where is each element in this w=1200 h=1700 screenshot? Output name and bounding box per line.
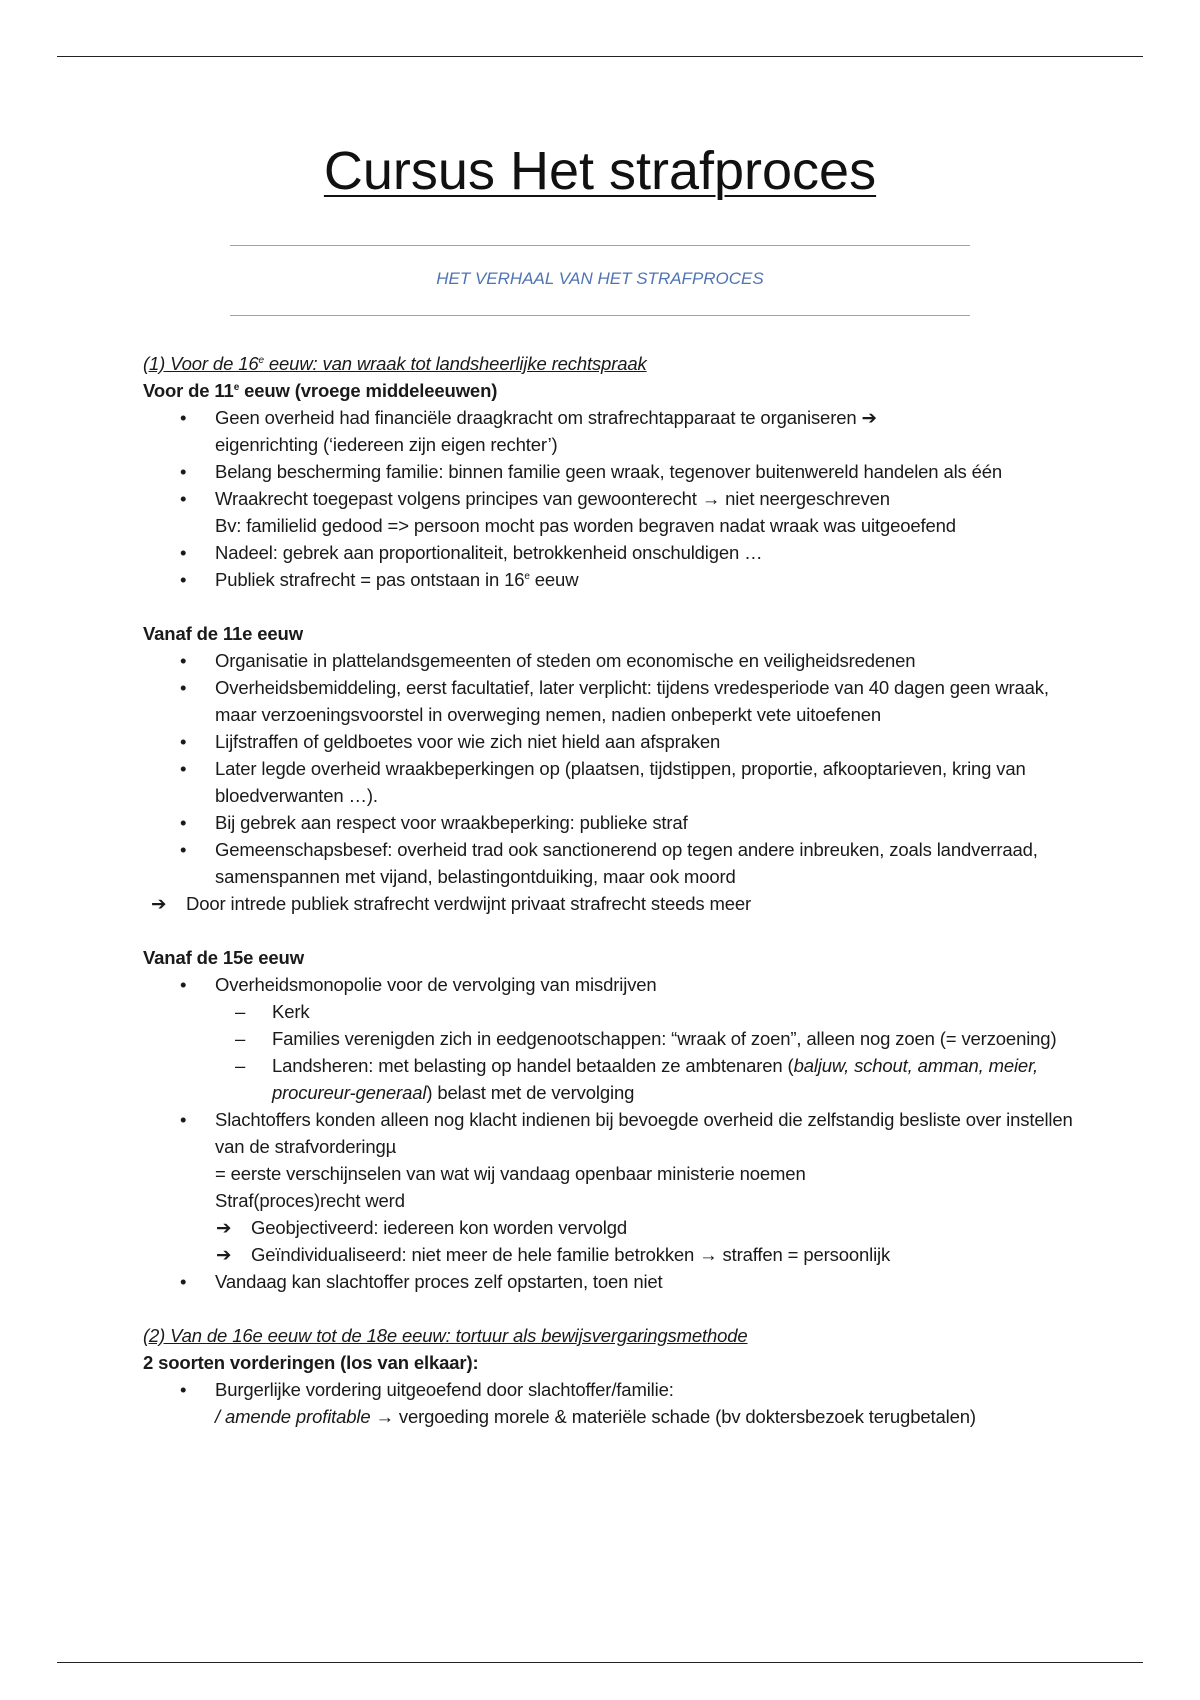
period-b-list — [143, 647, 1083, 890]
list-item: • Gemeenschapsbesef: overheid trad ook sanctionerend op tegen andere inbreuken, zoals landverraad, samenspannen met vijand, belastingontduiking, maar ook moord — [143, 836, 1083, 890]
arrow-right-icon: ➔ — [216, 1244, 232, 1265]
list-item: • Vandaag kan slachtoffer proces zelf opstarten, toen niet — [143, 1268, 1083, 1295]
sub-list-item: – Families verenigden zich in eedgenootschappen: “wraak of zoen”, alleen nog zoen (= verzoening) — [215, 1025, 1083, 1052]
list-item: • Overheidsbemiddeling, eerst facultatief, later verplicht: tijdens vredesperiode van 40 dagen geen wraak, maar verzoeningsvoorstel in overweging nemen, nadien onbeperkt vete uitoefenen — [143, 674, 1083, 728]
period-c-list — [143, 971, 1083, 1295]
section-2-list — [143, 1376, 1083, 1430]
subtitle-top-rule — [230, 245, 970, 246]
list-item: • Geen overheid had financiële draagkracht om strafrechtapparaat te organiseren ➔ eigenrichting (‘iedereen zijn eigen rechter’) — [143, 404, 1083, 458]
page-title: Cursus Het strafproces — [323, 141, 877, 201]
conclusion-arrow-line: ➔ Door intrede publiek strafrecht verdwijnt privaat strafrecht steeds meer — [143, 890, 1083, 917]
sub-list-item: – Kerk — [215, 998, 1083, 1025]
list-item: • Overheidsmonopolie voor de vervolging van misdrijven – Kerk – Families verenigden zich in eedgenootschappen: “wraak of zoen”, alleen nog zoen (= verzoening) – Landsheren: met belasting op handel betaalden ze ambtenaren (baljuw, schout, amman, meier, procureur-generaal) belast met de vervolging — [143, 971, 1083, 1106]
list-item: • Burgerlijke vordering uitgeoefend door slachtoffer/familie: / amende profitable → vergoeding morele & materiële schade (bv doktersbezoek terugbetalen) — [143, 1376, 1083, 1430]
section-2-heading: 2 soorten vorderingen (los van elkaar): — [143, 1352, 479, 1373]
sub-list — [215, 998, 1083, 1106]
document-body — [143, 350, 1083, 1430]
bottom-rule — [57, 1662, 1143, 1663]
list-item: • Organisatie in plattelandsgemeenten of steden om economische en veiligheidsredenen — [143, 647, 1083, 674]
list-item: • Lijfstraffen of geldboetes voor wie zich niet hield aan afspraken — [143, 728, 1083, 755]
list-item: • Slachtoffers konden alleen nog klacht indienen bij bevoegde overheid die zelfstandig besliste over instellen van de strafvorderingµ = eerste verschijnselen van wat wij vandaag openbaar ministerie noemen Straf(proces)recht werd ➔ Geobjectiveerd: iedereen kon worden vervolgd ➔ Geïndividualiseerd: niet meer de hele familie betrokken → straffen = persoonlijk — [143, 1106, 1083, 1268]
subtitle-bottom-rule — [230, 315, 970, 316]
period-b-heading: Vanaf de 11e eeuw — [143, 623, 303, 644]
period-a-list — [143, 404, 1083, 593]
arrow-right-icon: ➔ — [151, 893, 167, 914]
arrow-right-icon: ➔ — [216, 1217, 232, 1238]
subtitle: HET VERHAAL VAN HET STRAFPROCES — [436, 269, 764, 288]
list-item: • Later legde overheid wraakbeperkingen op (plaatsen, tijdstippen, proportie, afkooptarieven, kring van bloedverwanten …). — [143, 755, 1083, 809]
arrow-line: ➔ Geïndividualiseerd: niet meer de hele familie betrokken → straffen = persoonlijk — [215, 1241, 1083, 1268]
arrow-line: ➔ Geobjectiveerd: iedereen kon worden vervolgd — [215, 1214, 1083, 1241]
section-1-title: (1) Voor de 16e eeuw: van wraak tot landsheerlijke rechtspraak — [143, 353, 647, 374]
period-c-heading: Vanaf de 15e eeuw — [143, 947, 304, 968]
list-item: • Bij gebrek aan respect voor wraakbeperking: publieke straf — [143, 809, 1083, 836]
list-item: • Publiek strafrecht = pas ontstaan in 16e eeuw — [143, 566, 1083, 593]
list-item: • Belang bescherming familie: binnen familie geen wraak, tegenover buitenwereld handelen als één — [143, 458, 1083, 485]
period-a-heading: Voor de 11e eeuw (vroege middeleeuwen) — [143, 380, 498, 401]
list-item: • Wraakrecht toegepast volgens principes van gewoonterecht → niet neergeschreven Bv: familielid gedood => persoon mocht pas worden begraven nadat wraak was uitgeoefend — [143, 485, 1083, 539]
sub-list-item: – Landsheren: met belasting op handel betaalden ze ambtenaren (baljuw, schout, amman, meier, procureur-generaal) belast met de vervolging — [215, 1052, 1083, 1106]
list-item: • Nadeel: gebrek aan proportionaliteit, betrokkenheid onschuldigen … — [143, 539, 1083, 566]
top-rule — [57, 56, 1143, 57]
section-2-title: (2) Van de 16e eeuw tot de 18e eeuw: tortuur als bewijsvergaringsmethode — [143, 1325, 748, 1346]
